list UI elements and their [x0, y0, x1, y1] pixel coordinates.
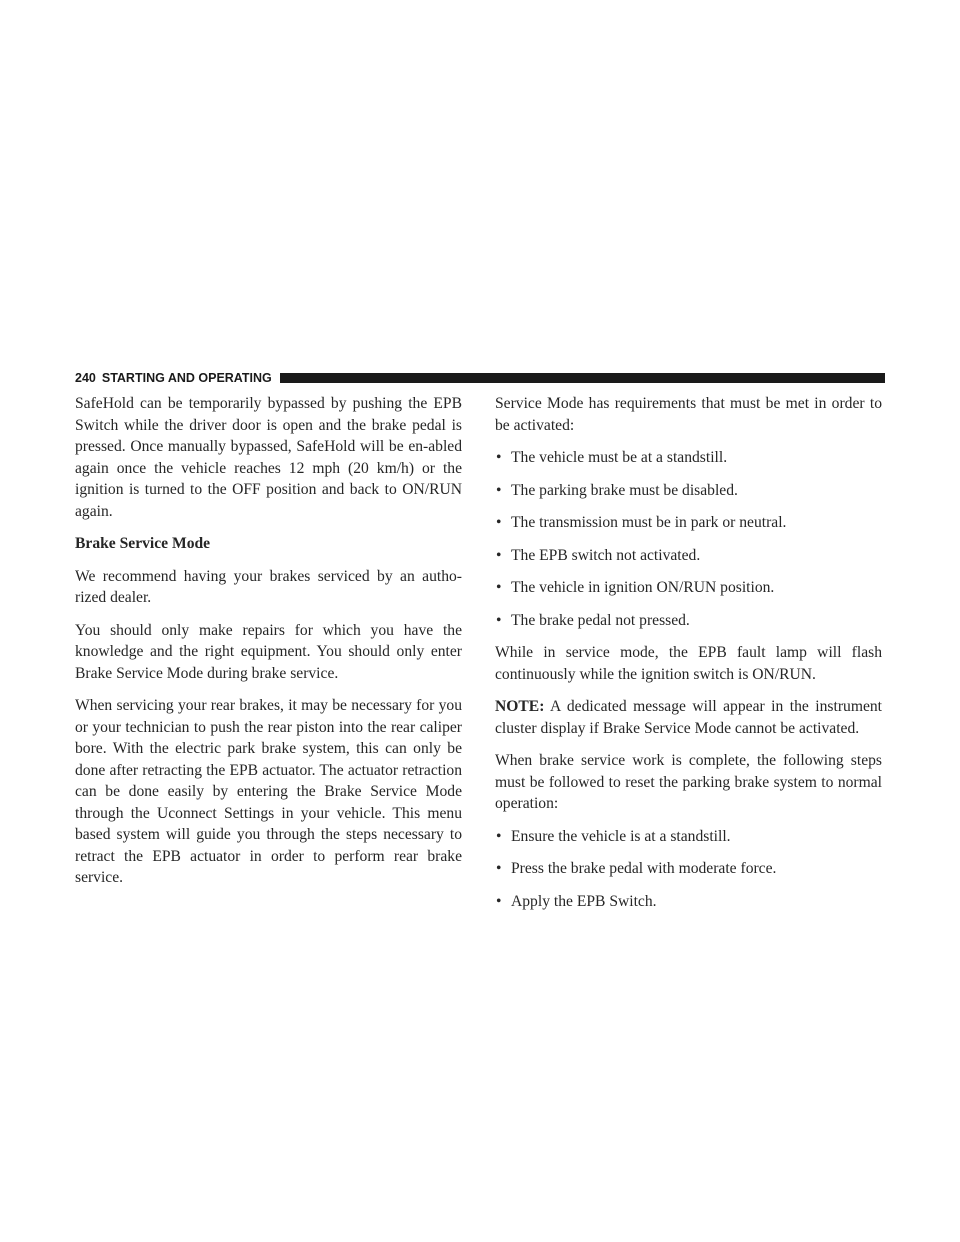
note-paragraph: [495, 696, 882, 739]
header-rule: [280, 373, 885, 383]
steps-list: [495, 826, 882, 913]
note-label: NOTE:: [495, 698, 545, 715]
bullet-icon: •: [496, 579, 502, 596]
list-item: • The EPB switch not activated.: [495, 545, 882, 567]
list-item: • The brake pedal not pressed.: [495, 610, 882, 632]
page-header: [75, 371, 885, 385]
requirements-paragraph: Service Mode has requirements that must be met in order to be activated:: [495, 395, 882, 434]
right-column: [495, 393, 882, 923]
recommend-paragraph: We recommend having your brakes serviced by an autho-rized dealer.: [75, 567, 462, 606]
bullet-icon: •: [496, 546, 502, 564]
list-item: • The parking brake must be disabled.: [495, 480, 882, 502]
list-item: • The vehicle must be at a standstill.: [495, 447, 882, 469]
complete-paragraph: When brake service work is complete, the following steps must be followed to reset the parking brake system to normal operation:: [495, 752, 882, 812]
flash-paragraph: While in service mode, the EPB fault lamp will flash continuously while the ignition switch is ON/RUN.: [495, 644, 882, 683]
list-item: • The vehicle in ignition ON/RUN position.: [495, 577, 882, 599]
list-item: • Ensure the vehicle is at a standstill.: [495, 826, 882, 848]
bullet-icon: •: [496, 827, 502, 845]
servicing-paragraph: When servicing your rear brakes, it may be necessary for you or your technician to push the rear piston into the rear caliper bore. With the electric park brake system, this can only be done after retracting the EPB actuator. The actuator retraction can be done easily by entering the Brake Service Mode through the Uconnect Settings in your vehicle. This menu based system will guide you through the steps necessary to retract the EPB actuator in order to perform rear brake service.: [75, 697, 462, 886]
note-text: A dedicated message will appear in the instrument cluster display if Brake Service Mode cannot be activated.: [495, 698, 882, 737]
requirements-list: [495, 447, 882, 631]
knowledge-paragraph: You should only make repairs for which you have the knowledge and the right equipment. You should only enter Brake Service Mode during brake service.: [75, 621, 462, 682]
bullet-icon: •: [496, 449, 502, 466]
safehold-paragraph: SafeHold can be temporarily bypassed by pushing the EPB Switch while the driver door is open and the brake pedal is pressed. Once manually bypassed, SafeHold will be en-abled again once the vehicle reaches 12 mph (20 km/h) or the ignition is turned to the OFF position and back to ON/RUN again.: [75, 395, 462, 520]
list-item: • Apply the EPB Switch.: [495, 891, 882, 913]
section-title: STARTING AND OPERATING: [101, 371, 272, 385]
bullet-icon: •: [496, 611, 502, 629]
bullet-icon: •: [496, 481, 502, 499]
bullet-icon: •: [496, 514, 502, 531]
bullet-icon: •: [496, 860, 502, 877]
section-heading: Brake Service Mode: [75, 535, 211, 552]
left-column: [75, 393, 462, 900]
page-number: 240: [75, 371, 96, 385]
list-item: • Press the brake pedal with moderate force.: [495, 858, 882, 880]
list-item: • The transmission must be in park or neutral.: [495, 512, 882, 534]
bullet-icon: •: [496, 892, 502, 910]
